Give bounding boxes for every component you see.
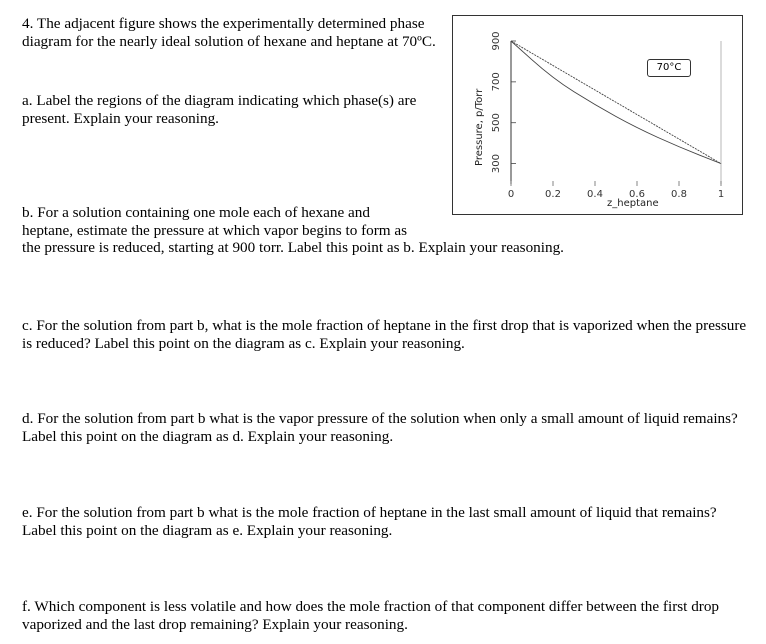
part-d-text: d. For the solution from part b what is the vapor pressure of the solution when only a small amount of liquid remains? Label this point on the diagram as d. Explain your reasoning.: [22, 410, 738, 445]
part-e-text: e. For the solution from part b what is the mole fraction of heptane in the last small amount of liquid that remains? Label this point on the diagram as e. Explain your reasoning.: [22, 504, 717, 539]
x-tick-label: 0.6: [629, 189, 645, 200]
part-b-line-2: heptane, estimate the pressure at which vapor begins to form as: [22, 221, 408, 239]
phase-diagram-chart: [453, 16, 744, 216]
x-tick-label: 0.2: [545, 189, 561, 200]
temperature-label: 70°C: [647, 59, 691, 77]
question-4-intro: 4. The adjacent figure shows the experimentally determined phase diagram for the nearly ideal solution of hexane and heptane at 70ºC.: [22, 15, 436, 50]
part-b-line-1: b. For a solution containing one mole each of hexane and: [22, 204, 370, 221]
x-tick-label: 0.8: [671, 189, 687, 200]
y-tick-label: 500: [491, 113, 502, 133]
part-a-text: a. Label the regions of the diagram indicating which phase(s) are present. Explain your reasoning.: [22, 92, 417, 127]
x-tick-label: 1: [717, 189, 725, 200]
y-tick-label: 900: [491, 31, 502, 51]
y-tick-label: 700: [491, 72, 502, 92]
part-b-line-3: the pressure is reduced, starting at 900 torr. Label this point as b. Explain your reasoning.: [22, 239, 564, 256]
x-tick-label: 0.4: [587, 189, 603, 200]
part-b-text: [22, 204, 742, 257]
y-tick-label: 300: [491, 154, 502, 174]
part-f-text: f. Which component is less volatile and how does the mole fraction of that component differ between the first drop vaporized and the last drop remaining? Explain your reasoning.: [22, 598, 720, 633]
phase-diagram-figure: [452, 15, 743, 215]
x-tick-label: 0: [507, 189, 515, 200]
y-axis-title: Pressure, p/Torr: [474, 88, 485, 166]
part-c-text: c. For the solution from part b, what is the mole fraction of heptane in the first drop that is vaporized when the pressure is reduced? Label this point on the diagram as c. Explain your reasoning.: [22, 317, 747, 352]
x-axis-title: z_heptane: [607, 198, 659, 209]
